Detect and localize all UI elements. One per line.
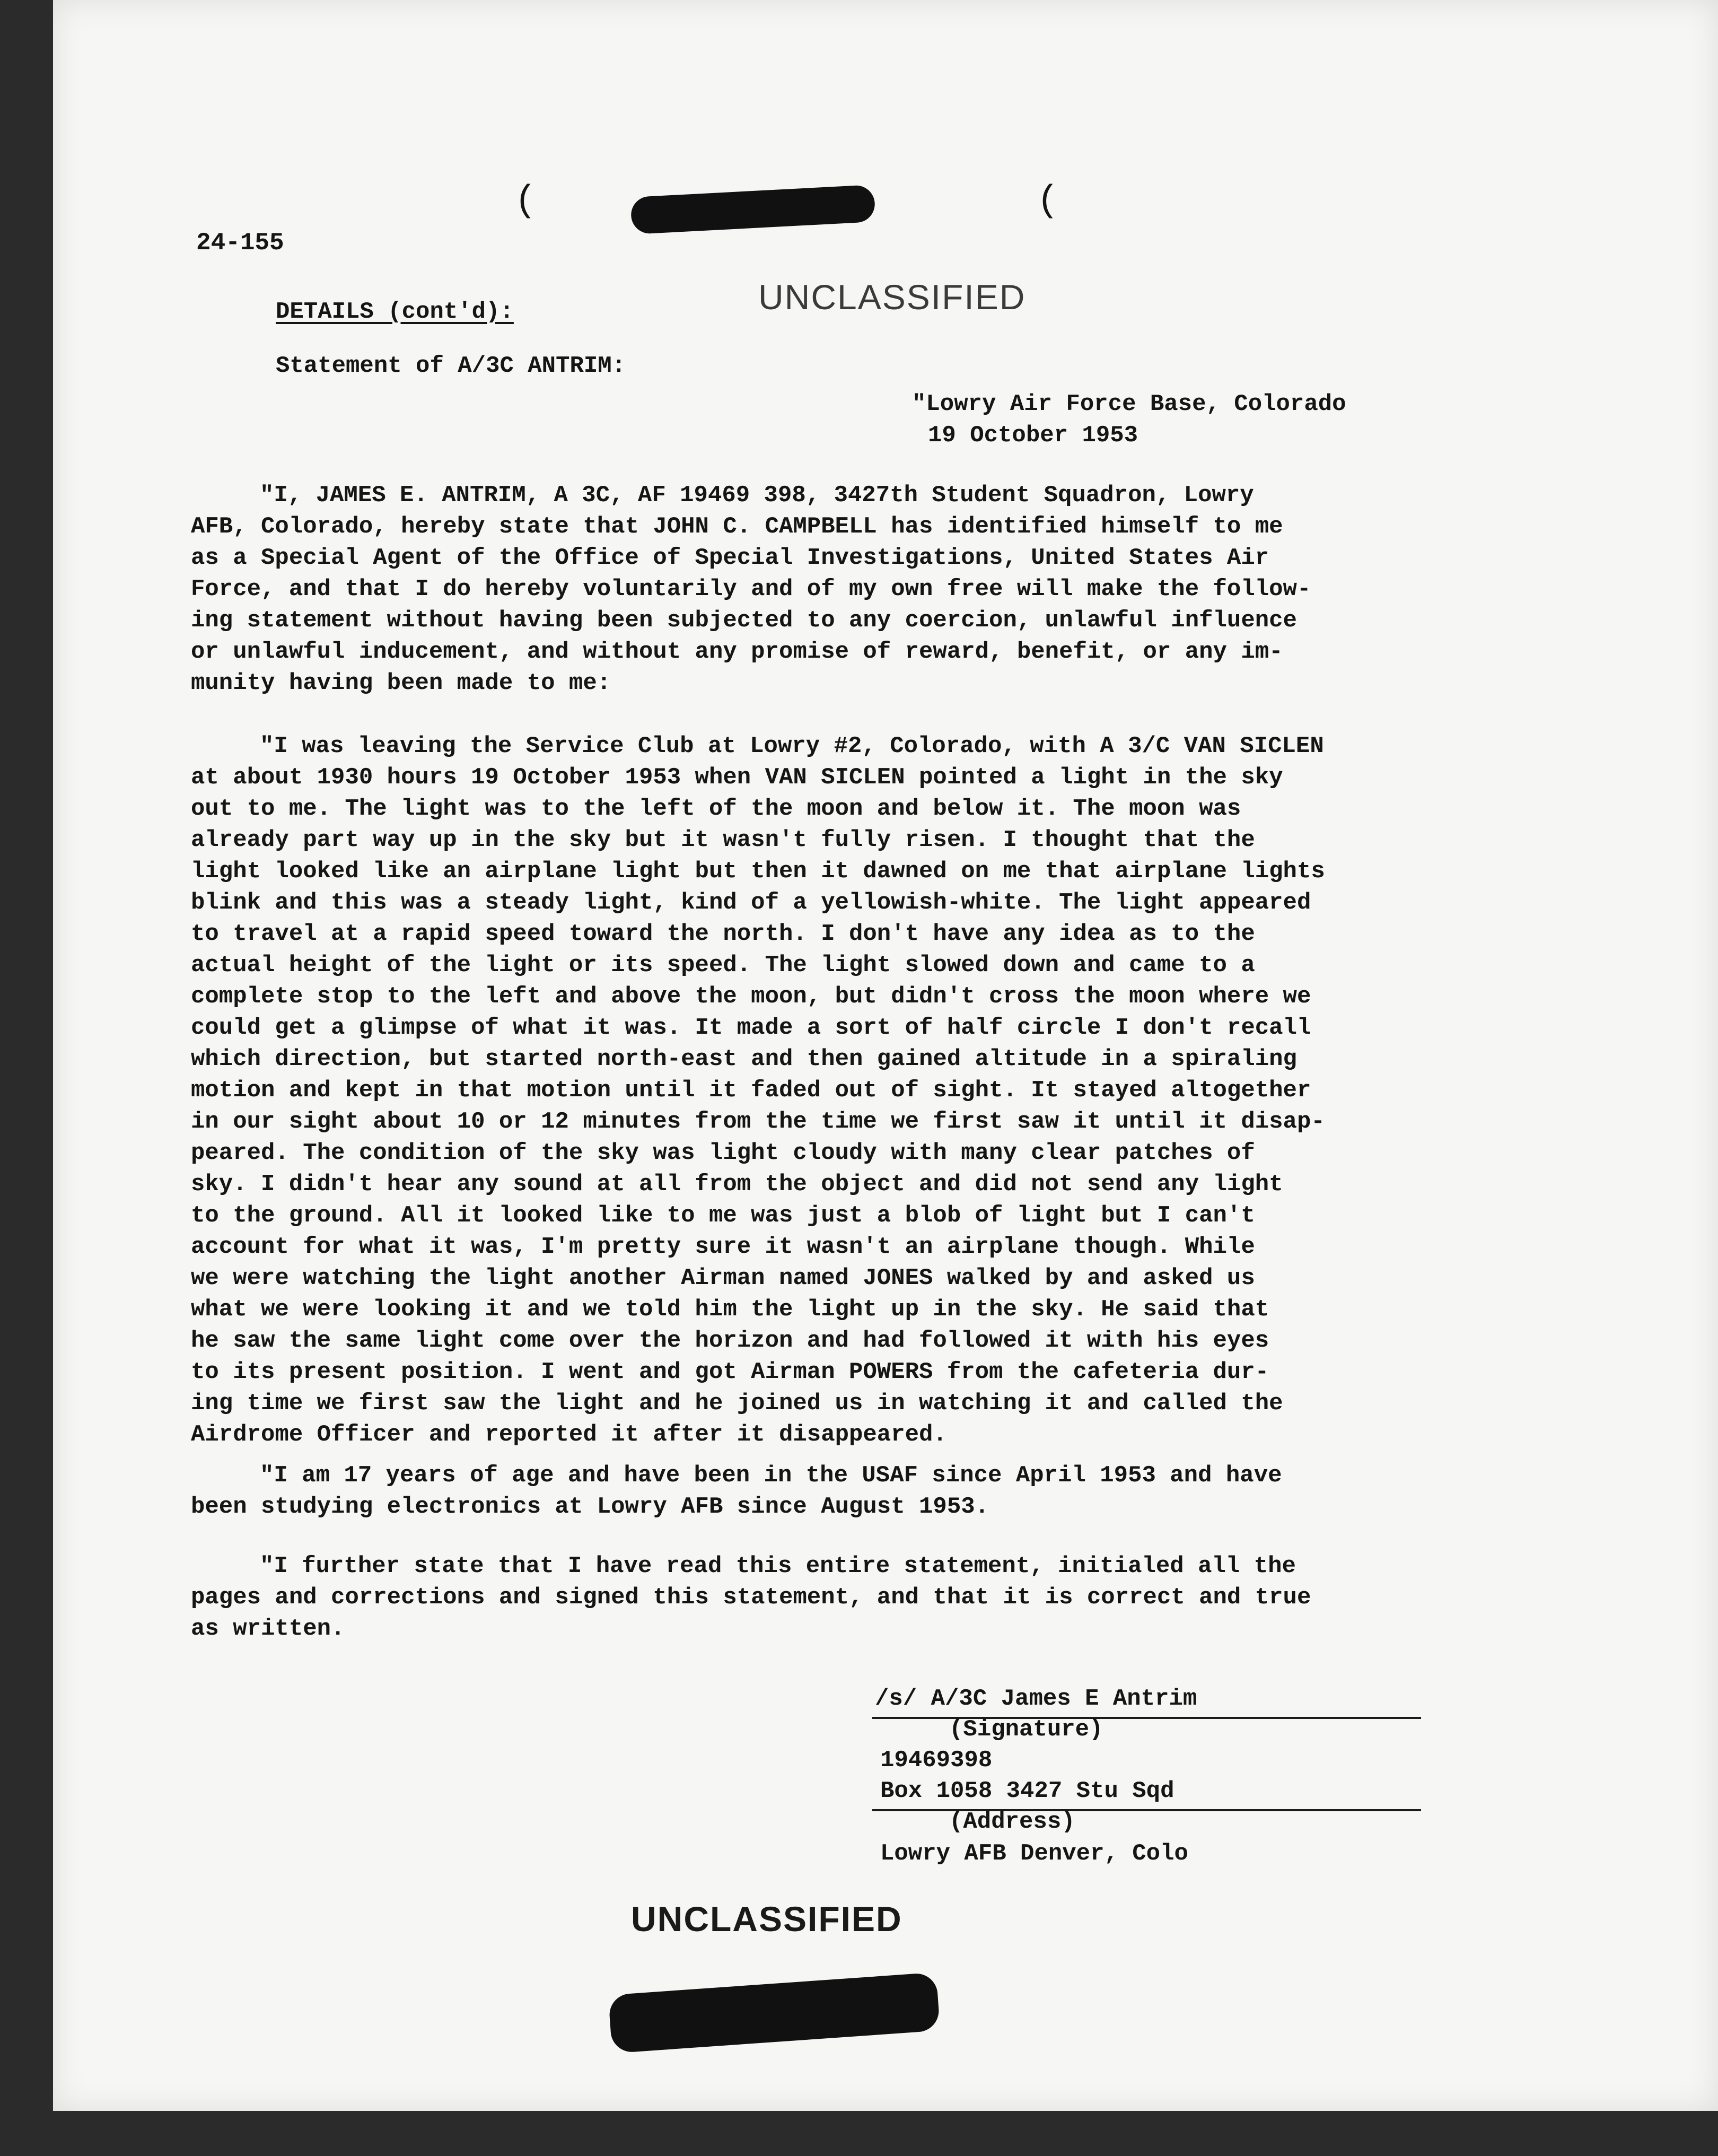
statement-heading: Statement of A/3C ANTRIM: bbox=[276, 353, 626, 379]
text-line: which direction, but started north-east and then gained altitude in a spiraling bbox=[191, 1046, 1297, 1072]
scan-border bbox=[0, 2111, 1718, 2156]
text-line: account for what it was, I'm pretty sure it wasn't an airplane though. While bbox=[191, 1234, 1255, 1260]
city-line: Lowry AFB Denver, Colo bbox=[880, 1840, 1188, 1867]
text-line: sky. I didn't hear any sound at all from the object and did not send any light bbox=[191, 1171, 1283, 1198]
text-line: Airdrome Officer and reported it after it disappeared. bbox=[191, 1421, 947, 1448]
text-line: he saw the same light come over the horizon and had followed it with his eyes bbox=[191, 1328, 1269, 1354]
paren-mark-right: ( bbox=[1037, 180, 1059, 222]
paren-mark-left: ( bbox=[514, 180, 537, 222]
text-line: out to me. The light was to the left of the moon and below it. The moon was bbox=[191, 796, 1241, 822]
serial-number: 19469398 bbox=[880, 1747, 993, 1774]
document-page bbox=[53, 0, 1718, 2111]
text-line: as written. bbox=[191, 1616, 345, 1642]
text-line: at about 1930 hours 19 October 1953 when VAN SICLEN pointed a light in the sky bbox=[191, 764, 1283, 791]
file-number: 24-155 bbox=[196, 229, 284, 257]
date-line: 19 October 1953 bbox=[928, 422, 1138, 449]
address-label: (Address) bbox=[949, 1809, 1075, 1835]
text-line: to the ground. All it looked like to me was just a blob of light but I can't bbox=[191, 1202, 1255, 1229]
paragraph-account bbox=[191, 731, 1325, 1451]
classification-bottom: UNCLASSIFIED bbox=[631, 1899, 902, 1939]
text-line: ing statement without having been subjected to any coercion, unlawful influence bbox=[191, 607, 1297, 634]
text-line: could get a glimpse of what it was. It made a sort of half circle I don't recall bbox=[191, 1015, 1311, 1041]
text-line: "I further state that I have read this entire statement, initialed all the bbox=[260, 1553, 1296, 1579]
text-line: munity having been made to me: bbox=[191, 670, 611, 696]
text-line: "I am 17 years of age and have been in the USAF since April 1953 and have bbox=[260, 1462, 1282, 1489]
text-line: Force, and that I do hereby voluntarily and of my own free will make the follow- bbox=[191, 576, 1311, 603]
text-line: "I, JAMES E. ANTRIM, A 3C, AF 19469 398, 3427th Student Squadron, Lowry bbox=[260, 482, 1254, 509]
location-line: "Lowry Air Force Base, Colorado bbox=[912, 391, 1346, 417]
text-line: motion and kept in that motion until it faded out of sight. It stayed altogether bbox=[191, 1077, 1311, 1104]
paragraph-identification bbox=[191, 480, 1311, 699]
text-line: as a Special Agent of the Office of Special Investigations, United States Air bbox=[191, 545, 1269, 571]
text-line: to travel at a rapid speed toward the north. I don't have any idea as to the bbox=[191, 921, 1255, 947]
text-line: "I was leaving the Service Club at Lowry #2, Colorado, with A 3/C VAN SICLEN bbox=[260, 733, 1324, 760]
classification-top: UNCLASSIFIED bbox=[758, 277, 1026, 317]
text-line: actual height of the light or its speed. The light slowed down and came to a bbox=[191, 952, 1255, 979]
text-line: pages and corrections and signed this statement, and that it is correct and true bbox=[191, 1584, 1311, 1611]
text-line: been studying electronics at Lowry AFB since August 1953. bbox=[191, 1494, 989, 1520]
redaction-bar-top bbox=[630, 185, 875, 234]
text-line: already part way up in the sky but it wasn't fully risen. I thought that the bbox=[191, 827, 1255, 853]
text-line: light looked like an airplane light but then it dawned on me that airplane lights bbox=[191, 858, 1325, 885]
address-line: Box 1058 3427 Stu Sqd bbox=[880, 1778, 1174, 1804]
paragraph-age bbox=[191, 1460, 1282, 1523]
signature-label: (Signature) bbox=[949, 1716, 1103, 1743]
details-heading: DETAILS (cont'd): bbox=[276, 299, 514, 325]
paragraph-attestation bbox=[191, 1551, 1311, 1645]
text-line: ing time we first saw the light and he joined us in watching it and called the bbox=[191, 1390, 1283, 1417]
text-line: peared. The condition of the sky was light cloudy with many clear patches of bbox=[191, 1140, 1255, 1166]
text-line: blink and this was a steady light, kind of a yellowish-white. The light appeared bbox=[191, 889, 1311, 916]
text-line: to its present position. I went and got Airman POWERS from the cafeteria dur- bbox=[191, 1359, 1269, 1385]
text-line: we were watching the light another Airman named JONES walked by and asked us bbox=[191, 1265, 1255, 1291]
text-line: what we were looking it and we told him the light up in the sky. He said that bbox=[191, 1296, 1269, 1323]
text-line: in our sight about 10 or 12 minutes from the time we first saw it until it disap- bbox=[191, 1108, 1325, 1135]
text-line: or unlawful inducement, and without any promise of reward, benefit, or any im- bbox=[191, 639, 1283, 665]
redaction-bar-bottom bbox=[608, 1972, 940, 2054]
signature-line: /s/ A/3C James E Antrim bbox=[875, 1686, 1197, 1712]
text-line: complete stop to the left and above the moon, but didn't cross the moon where we bbox=[191, 983, 1311, 1010]
text-line: AFB, Colorado, hereby state that JOHN C. CAMPBELL has identified himself to me bbox=[191, 513, 1283, 540]
